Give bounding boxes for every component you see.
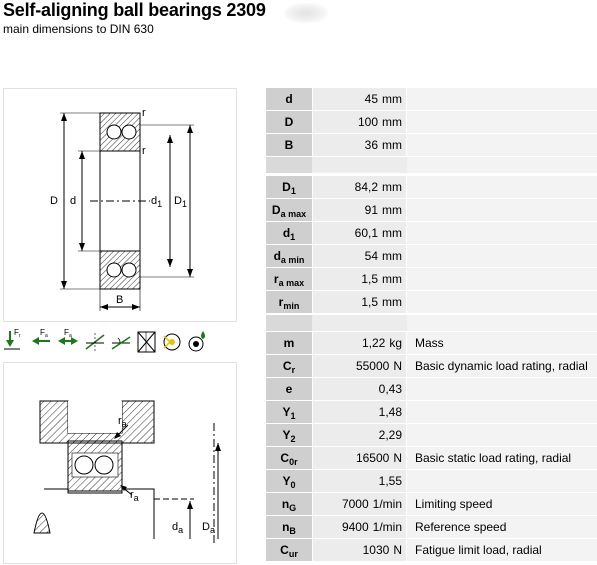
table-row xyxy=(266,268,597,290)
label-d1: $d_1$ xyxy=(151,195,163,209)
property-symbol: $n_B$ xyxy=(266,516,312,538)
lubrication-icon[interactable] xyxy=(189,331,205,351)
label-da: $d_a$ xyxy=(172,521,184,535)
property-symbol: $d_1$ xyxy=(266,222,312,244)
property-value: 84,2 mm xyxy=(313,176,406,198)
property-symbol: $Y_1$ xyxy=(266,401,312,423)
property-symbol: m xyxy=(266,332,312,354)
property-symbol: $D_{a max}$ xyxy=(266,199,312,221)
label-D: D xyxy=(50,195,58,207)
table-row xyxy=(266,134,597,156)
decorative-blob xyxy=(284,3,328,23)
svg-text:r: r xyxy=(19,333,21,339)
cross-section-svg xyxy=(4,89,236,321)
property-value: 60,1 mm xyxy=(313,222,406,244)
property-value: 55000 N xyxy=(313,355,406,377)
property-value: 1,5 mm xyxy=(313,268,406,290)
property-description xyxy=(407,88,597,110)
property-symbol: $n_G$ xyxy=(266,493,312,515)
property-symbol: d xyxy=(266,88,312,110)
property-description xyxy=(407,134,597,156)
axial-load-icon[interactable] xyxy=(32,328,50,345)
property-value: 9400 1/min xyxy=(313,516,406,538)
label-Da: $D_a$ xyxy=(202,521,215,535)
table-group-separator xyxy=(266,315,597,331)
property-description: Mass xyxy=(407,332,597,354)
table-row xyxy=(266,222,597,244)
label-r-top: r xyxy=(142,107,146,119)
feature-icons-svg xyxy=(0,327,240,357)
property-symbol: $D_1$ xyxy=(266,176,312,198)
property-description xyxy=(407,268,597,290)
table-row xyxy=(266,539,597,561)
property-symbol: $r_{min}$ xyxy=(266,291,312,313)
property-description xyxy=(407,470,597,492)
table-row xyxy=(266,424,597,446)
page-title: Self-aligning ball bearings 2309 xyxy=(3,0,266,20)
property-symbol: $d_{a min}$ xyxy=(266,245,312,267)
property-value: 100 mm xyxy=(313,111,406,133)
mounting-dimensions-drawing xyxy=(3,362,237,564)
property-value: 54 mm xyxy=(313,245,406,267)
table-row xyxy=(266,401,597,423)
property-symbol: D xyxy=(266,111,312,133)
property-symbol: e xyxy=(266,378,312,400)
property-description xyxy=(407,222,597,244)
property-value: 1,22 kg xyxy=(313,332,406,354)
table-group-separator xyxy=(266,157,597,173)
table-row xyxy=(266,470,597,492)
property-value: 45 mm xyxy=(313,88,406,110)
svg-text:a: a xyxy=(45,333,48,339)
table-row xyxy=(266,199,597,221)
label-ra-bottom: $r_a$ xyxy=(130,489,139,503)
svg-text:F: F xyxy=(64,328,69,337)
table-row xyxy=(266,245,597,267)
feature-icon-strip xyxy=(0,327,240,357)
table-row xyxy=(266,447,597,469)
bearing-cross-section-drawing xyxy=(3,88,237,322)
property-description: Limiting speed xyxy=(407,493,597,515)
non-separable-icon[interactable] xyxy=(138,332,155,352)
property-description xyxy=(407,401,597,423)
misalignment-icon[interactable] xyxy=(86,333,104,351)
property-description: Fatigue limit load, radial xyxy=(407,539,597,561)
property-value: 16500 N xyxy=(313,447,406,469)
table-row xyxy=(266,493,597,515)
label-r-mid: r xyxy=(142,145,146,157)
property-description xyxy=(407,176,597,198)
label-B: B xyxy=(116,294,124,306)
radial-load-icon[interactable] xyxy=(4,328,21,349)
table-row xyxy=(266,88,597,110)
property-description: Reference speed xyxy=(407,516,597,538)
property-value: 2,29 xyxy=(313,424,406,446)
label-D1: $D_1$ xyxy=(174,195,187,209)
table-row xyxy=(266,176,597,198)
property-description xyxy=(407,424,597,446)
property-symbol: $Y_0$ xyxy=(266,470,312,492)
table-row xyxy=(266,332,597,354)
table-row xyxy=(266,111,597,133)
property-symbol: $C_{ur}$ xyxy=(266,539,312,561)
property-description xyxy=(407,291,597,313)
table-row xyxy=(266,516,597,538)
property-value: 91 mm xyxy=(313,199,406,221)
property-description: Basic static load rating, radial xyxy=(407,447,597,469)
table-row xyxy=(266,291,597,313)
property-symbol: $C_r$ xyxy=(266,355,312,377)
label-d: d xyxy=(70,195,77,207)
high-speed-icon[interactable] xyxy=(164,334,180,350)
property-description xyxy=(407,199,597,221)
angle-compensation-icon[interactable] xyxy=(112,337,130,349)
property-value: 1,5 mm xyxy=(313,291,406,313)
property-symbol: $C_{0r}$ xyxy=(266,447,312,469)
property-symbol: $r_{a max}$ xyxy=(266,268,312,290)
property-description: Basic dynamic load rating, radial xyxy=(407,355,597,377)
property-description xyxy=(407,245,597,267)
page-subtitle: main dimensions to DIN 630 xyxy=(3,22,154,36)
property-description xyxy=(407,111,597,133)
property-value: 1,55 xyxy=(313,470,406,492)
double-axial-load-icon[interactable] xyxy=(58,328,78,345)
property-value: 7000 1/min xyxy=(313,493,406,515)
property-value: 36 mm xyxy=(313,134,406,156)
table-row xyxy=(266,355,597,377)
label-ra-top: $r_a$ xyxy=(118,415,127,429)
svg-text:F: F xyxy=(14,328,19,337)
property-value: 0,43 xyxy=(313,378,406,400)
property-description xyxy=(407,378,597,400)
svg-text:F: F xyxy=(40,328,45,337)
property-symbol: $Y_2$ xyxy=(266,424,312,446)
property-value: 1,48 xyxy=(313,401,406,423)
property-value: 1030 N xyxy=(313,539,406,561)
svg-text:a: a xyxy=(69,333,72,339)
table-row xyxy=(266,378,597,400)
property-symbol: B xyxy=(266,134,312,156)
